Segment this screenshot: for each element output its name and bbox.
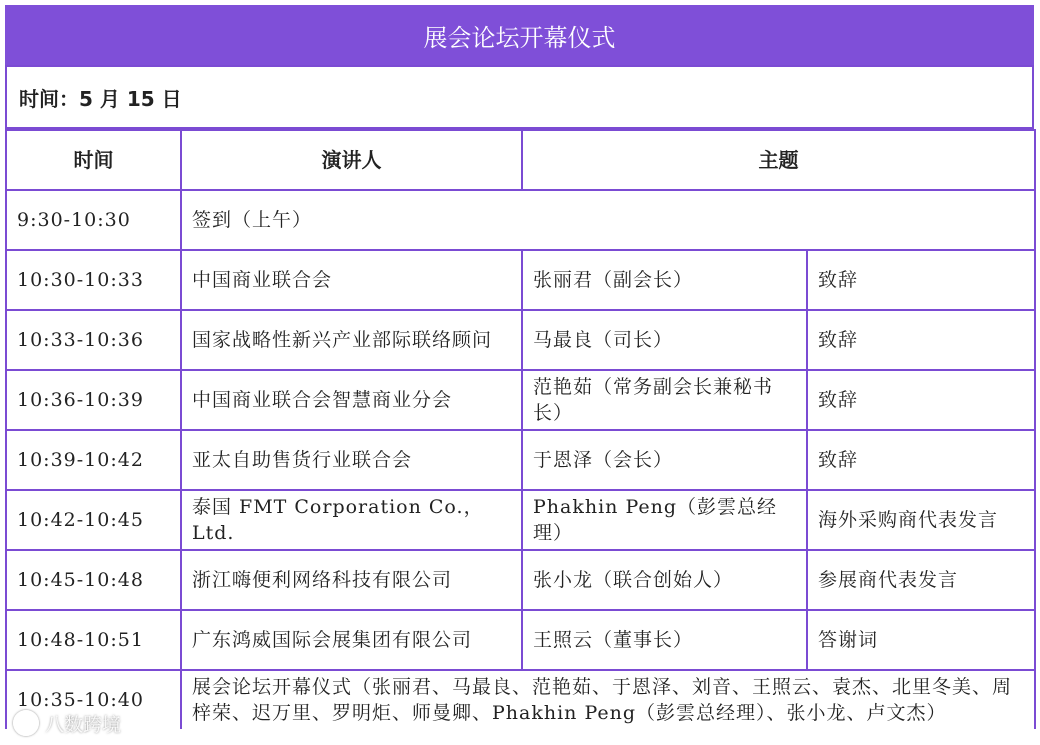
table-title: 展会论坛开幕仪式 [5, 5, 1034, 67]
time-cell: 10:45-10:48 [6, 550, 181, 610]
span-cell: 展会论坛开幕仪式（张丽君、马最良、范艳茹、于恩泽、刘音、王照云、袁杰、北里冬美、周梓荣、迟万里、罗明炬、师曼卿、Phakhin Peng（彭雲总经理）、张小龙、卢文杰） [181, 670, 1035, 729]
table-row [6, 430, 1035, 490]
org-cell: 国家战略性新兴产业部际联络顾问 [181, 310, 522, 370]
time-cell: 10:33-10:36 [6, 310, 181, 370]
time-cell: 10:30-10:33 [6, 250, 181, 310]
table-row [6, 370, 1035, 430]
person-cell: 张小龙（联合创始人） [522, 550, 807, 610]
header-speaker: 演讲人 [181, 130, 522, 190]
time-cell: 10:36-10:39 [6, 370, 181, 430]
org-cell: 广东鸿威国际会展集团有限公司 [181, 610, 522, 670]
topic-cell: 致辞 [807, 430, 1035, 490]
topic-cell: 答谢词 [807, 610, 1035, 670]
person-cell: 于恩泽（会长） [522, 430, 807, 490]
person-cell: 范艳茹（常务副会长兼秘书长） [522, 370, 807, 430]
time-cell: 9:30-10:30 [6, 190, 181, 250]
topic-cell: 致辞 [807, 370, 1035, 430]
org-cell: 浙江嗨便利网络科技有限公司 [181, 550, 522, 610]
table-row [6, 550, 1035, 610]
person-cell: 张丽君（副会长） [522, 250, 807, 310]
event-schedule [5, 5, 1034, 745]
table-row [6, 310, 1035, 370]
time-cell: 10:39-10:42 [6, 430, 181, 490]
org-cell: 中国商业联合会 [181, 250, 522, 310]
org-cell: 亚太自助售货行业联合会 [181, 430, 522, 490]
header-row [6, 130, 1035, 190]
topic-cell: 海外采购商代表发言 [807, 490, 1035, 550]
person-cell: 马最良（司长） [522, 310, 807, 370]
watermark-text: 八数跨境 [45, 713, 122, 736]
org-cell: 中国商业联合会智慧商业分会 [181, 370, 522, 430]
topic-cell: 致辞 [807, 250, 1035, 310]
topic-cell: 致辞 [807, 310, 1035, 370]
header-topic: 主题 [522, 130, 1035, 190]
table-row [6, 610, 1035, 670]
table-row [6, 670, 1035, 729]
person-cell: Phakhin Peng（彭雲总经理） [522, 490, 807, 550]
schedule-table [5, 129, 1036, 729]
table-row [6, 490, 1035, 550]
topic-cell: 参展商代表发言 [807, 550, 1035, 610]
time-cell: 10:48-10:51 [6, 610, 181, 670]
time-cell: 10:42-10:45 [6, 490, 181, 550]
span-cell: 签到（上午） [181, 190, 1035, 250]
table-row [6, 250, 1035, 310]
header-time: 时间 [6, 130, 181, 190]
org-cell: 泰国 FMT Corporation Co.，Ltd. [181, 490, 522, 550]
person-cell: 王照云（董事长） [522, 610, 807, 670]
time-cell: 10:35-10:40 [6, 670, 181, 729]
table-row [6, 190, 1035, 250]
date-line: 时间：5 月 15 日 [5, 67, 1034, 129]
